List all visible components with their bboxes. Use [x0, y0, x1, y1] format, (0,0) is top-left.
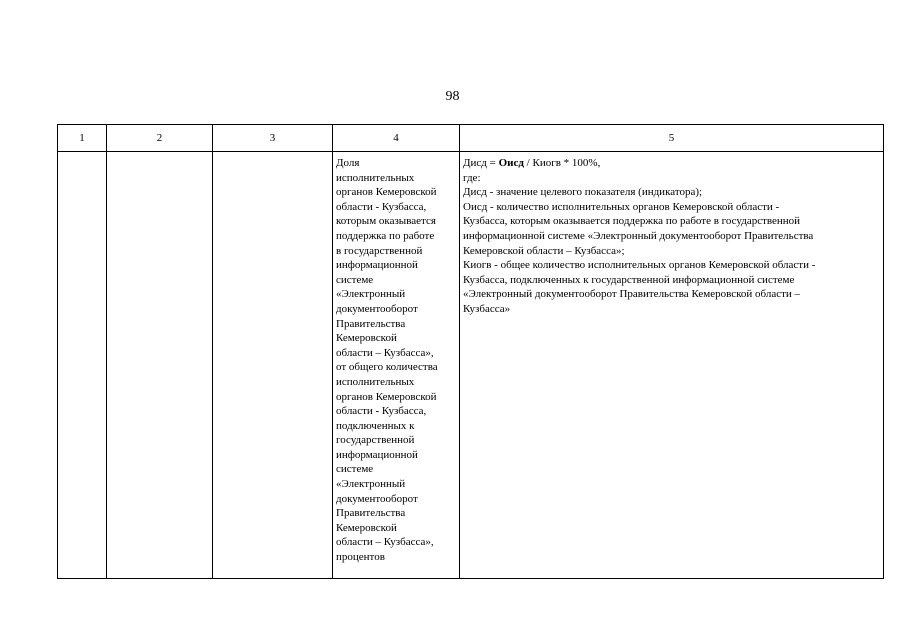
column-header-2: 2	[107, 125, 213, 152]
cell-indicator-name	[333, 152, 460, 579]
cell-col3	[213, 152, 333, 579]
cell-calculation-method	[460, 152, 884, 579]
formula-lhs: Дисд =	[463, 157, 499, 169]
column-header-4: 4	[333, 125, 460, 152]
column-header-5: 5	[460, 125, 884, 152]
page-number: 98	[445, 89, 460, 104]
cell-col3-text	[213, 152, 332, 156]
formula-rhs: / Киогв * 100%,	[523, 157, 601, 169]
formula-explanation: где: Дисд - значение целевого показателя (индикатора); Оисд - количество исполнительных органов Кемеровской области - Кузбасса, которым оказывается поддержка по работе в государственной информационной системе «Электронный документооборот Правительства Кемеровской области – Кузбасса»; Киогв - общее количество исполнительных органов Кемеровской области - Кузбасса, подключенных к государственной информационной системе «Электронный документооборот Правительства Кемеровской области – Кузбасса»	[463, 171, 816, 315]
table-row	[58, 152, 884, 579]
cell-col1-text	[58, 152, 106, 156]
cell-col2	[107, 152, 213, 579]
indicator-name-text: Доля исполнительных органов Кемеровской области - Кузбасса, которым оказывается поддержка по работе в государственной информационной системе «Электронный документооборот Правительства Кемеровской области – Кузбасса», от общего количества исполнительных органов Кемеровской области - Кузбасса, подключенных к государственной информационной системе «Электронный документооборот Правительства Кемеровской области – Кузбасса», процентов	[336, 157, 438, 564]
formula-bold-term: Оисд	[498, 157, 524, 169]
column-header-3: 3	[213, 125, 333, 152]
indicator-table	[57, 124, 884, 579]
cell-col1	[58, 152, 107, 579]
cell-col2-text	[107, 152, 212, 156]
calculation-method	[460, 152, 883, 317]
table-header-row	[58, 125, 884, 152]
column-header-1: 1	[58, 125, 107, 152]
